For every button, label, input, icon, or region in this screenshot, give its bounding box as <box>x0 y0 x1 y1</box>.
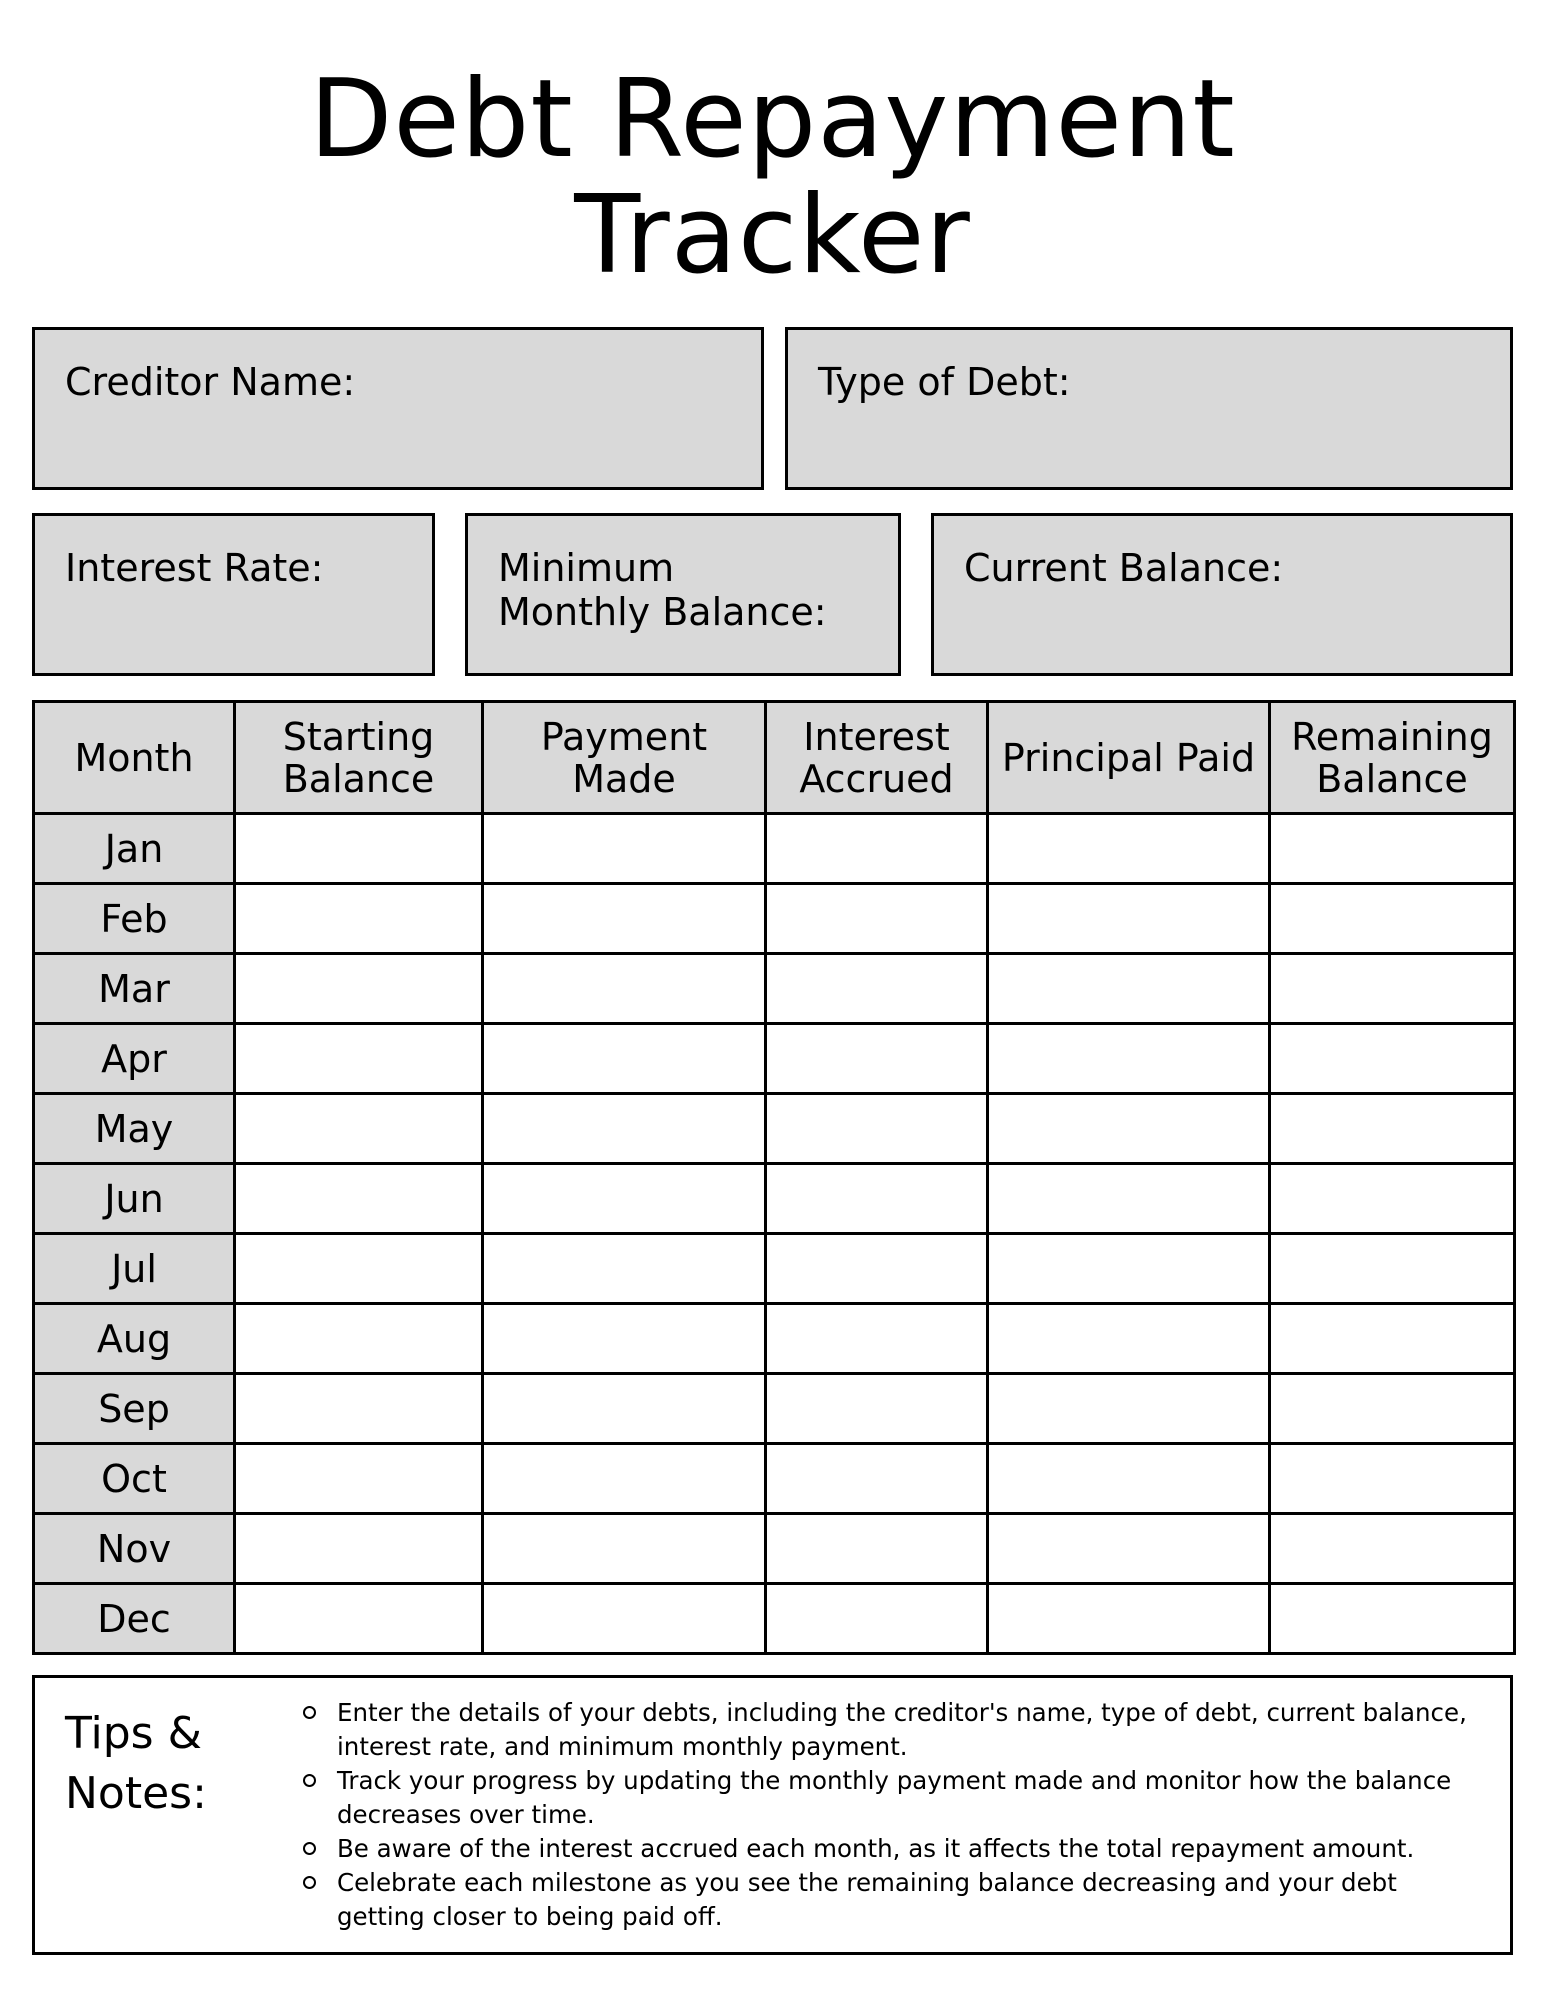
principal-paid-cell[interactable] <box>988 1584 1270 1654</box>
starting-balance-cell[interactable] <box>235 1584 483 1654</box>
month-cell: Jul <box>34 1234 235 1304</box>
month-cell: Sep <box>34 1374 235 1444</box>
principal-paid-cell[interactable] <box>988 1374 1270 1444</box>
month-cell: Mar <box>34 954 235 1024</box>
minimum-monthly-label: Minimum Monthly Balance: <box>498 546 827 634</box>
month-cell: Feb <box>34 884 235 954</box>
type-of-debt-field[interactable] <box>785 327 1513 490</box>
circle-bullet-icon <box>303 1876 316 1889</box>
table-row <box>34 1234 1515 1304</box>
principal-paid-cell[interactable] <box>988 1514 1270 1584</box>
interest-rate-field[interactable] <box>32 513 435 676</box>
circle-bullet-icon <box>303 1706 316 1719</box>
title-line-1: Debt Repayment <box>309 57 1236 182</box>
remaining-balance-cell[interactable] <box>1270 1094 1515 1164</box>
payment-made-cell[interactable] <box>483 1514 766 1584</box>
table-row <box>34 1374 1515 1444</box>
interest-accrued-cell[interactable] <box>766 884 988 954</box>
principal-paid-cell[interactable] <box>988 1304 1270 1374</box>
starting-balance-cell[interactable] <box>235 1374 483 1444</box>
month-cell: Jan <box>34 814 235 884</box>
remaining-balance-cell[interactable] <box>1270 814 1515 884</box>
principal-paid-cell[interactable] <box>988 1024 1270 1094</box>
tip-text: Track your progress by updating the monthly payment made and monitor how the balance decreases over time. <box>337 1766 1452 1829</box>
payment-made-cell[interactable] <box>483 1234 766 1304</box>
tips-notes-title: Tips & Notes: <box>65 1708 207 1819</box>
starting-balance-cell[interactable] <box>235 1024 483 1094</box>
interest-accrued-cell[interactable] <box>766 1514 988 1584</box>
header-remaining-balance: Remaining Balance <box>1270 702 1515 814</box>
table-row <box>34 1024 1515 1094</box>
interest-accrued-cell[interactable] <box>766 1024 988 1094</box>
interest-accrued-cell[interactable] <box>766 1584 988 1654</box>
table-row <box>34 1164 1515 1234</box>
month-cell: Oct <box>34 1444 235 1514</box>
payment-made-cell[interactable] <box>483 954 766 1024</box>
table-header-row <box>34 702 1515 814</box>
creditor-name-label: Creditor Name: <box>65 360 356 404</box>
month-cell: Jun <box>34 1164 235 1234</box>
table-row <box>34 1584 1515 1654</box>
remaining-balance-cell[interactable] <box>1270 954 1515 1024</box>
starting-balance-cell[interactable] <box>235 1094 483 1164</box>
page-title <box>0 57 1545 298</box>
interest-accrued-cell[interactable] <box>766 1234 988 1304</box>
payment-made-cell[interactable] <box>483 1164 766 1234</box>
header-month: Month <box>34 702 235 814</box>
starting-balance-cell[interactable] <box>235 1234 483 1304</box>
table-row <box>34 954 1515 1024</box>
tip-text: Enter the details of your debts, including the creditor's name, type of debt, current balance, interest rate, and minimum monthly payment. <box>337 1698 1467 1761</box>
interest-accrued-cell[interactable] <box>766 814 988 884</box>
remaining-balance-cell[interactable] <box>1270 1444 1515 1514</box>
table-row <box>34 1094 1515 1164</box>
table-row <box>34 1444 1515 1514</box>
principal-paid-cell[interactable] <box>988 954 1270 1024</box>
remaining-balance-cell[interactable] <box>1270 1304 1515 1374</box>
tips-list <box>303 1696 1470 1934</box>
tip-text: Be aware of the interest accrued each month, as it affects the total repayment amount. <box>337 1834 1415 1863</box>
starting-balance-cell[interactable] <box>235 954 483 1024</box>
table-body <box>34 814 1515 1654</box>
starting-balance-cell[interactable] <box>235 1304 483 1374</box>
month-cell: Aug <box>34 1304 235 1374</box>
payment-made-cell[interactable] <box>483 884 766 954</box>
month-cell: Dec <box>34 1584 235 1654</box>
month-cell: May <box>34 1094 235 1164</box>
remaining-balance-cell[interactable] <box>1270 1234 1515 1304</box>
tip-text: Celebrate each milestone as you see the remaining balance decreasing and your debt getting closer to being paid off. <box>337 1868 1397 1931</box>
starting-balance-cell[interactable] <box>235 814 483 884</box>
creditor-name-field[interactable] <box>32 327 764 490</box>
remaining-balance-cell[interactable] <box>1270 1584 1515 1654</box>
month-cell: Nov <box>34 1514 235 1584</box>
interest-accrued-cell[interactable] <box>766 1094 988 1164</box>
tip-item <box>303 1866 1470 1934</box>
table-row <box>34 1304 1515 1374</box>
remaining-balance-cell[interactable] <box>1270 1514 1515 1584</box>
remaining-balance-cell[interactable] <box>1270 1374 1515 1444</box>
principal-paid-cell[interactable] <box>988 1094 1270 1164</box>
starting-balance-cell[interactable] <box>235 884 483 954</box>
payment-made-cell[interactable] <box>483 1094 766 1164</box>
table-row <box>34 814 1515 884</box>
principal-paid-cell[interactable] <box>988 814 1270 884</box>
header-starting-balance: Starting Balance <box>235 702 483 814</box>
circle-bullet-icon <box>303 1842 316 1855</box>
interest-accrued-cell[interactable] <box>766 954 988 1024</box>
principal-paid-cell[interactable] <box>988 884 1270 954</box>
month-cell: Apr <box>34 1024 235 1094</box>
table-row <box>34 884 1515 954</box>
header-interest-accrued: Interest Accrued <box>766 702 988 814</box>
remaining-balance-cell[interactable] <box>1270 1164 1515 1234</box>
repayment-table <box>32 700 1516 1655</box>
header-payment-made: Payment Made <box>483 702 766 814</box>
table-row <box>34 1514 1515 1584</box>
payment-made-cell[interactable] <box>483 1584 766 1654</box>
starting-balance-cell[interactable] <box>235 1164 483 1234</box>
payment-made-cell[interactable] <box>483 1024 766 1094</box>
tips-notes-box <box>32 1675 1513 1955</box>
interest-accrued-cell[interactable] <box>766 1444 988 1514</box>
tip-item <box>303 1764 1470 1832</box>
payment-made-cell[interactable] <box>483 1304 766 1374</box>
starting-balance-cell[interactable] <box>235 1444 483 1514</box>
current-balance-field[interactable] <box>931 513 1513 676</box>
interest-accrued-cell[interactable] <box>766 1374 988 1444</box>
header-principal-paid: Principal Paid <box>988 702 1270 814</box>
remaining-balance-cell[interactable] <box>1270 1024 1515 1094</box>
interest-accrued-cell[interactable] <box>766 1164 988 1234</box>
principal-paid-cell[interactable] <box>988 1444 1270 1514</box>
circle-bullet-icon <box>303 1774 316 1787</box>
payment-made-cell[interactable] <box>483 1444 766 1514</box>
interest-accrued-cell[interactable] <box>766 1304 988 1374</box>
interest-rate-label: Interest Rate: <box>65 546 324 590</box>
payment-made-cell[interactable] <box>483 1374 766 1444</box>
current-balance-label: Current Balance: <box>964 546 1284 590</box>
payment-made-cell[interactable] <box>483 814 766 884</box>
principal-paid-cell[interactable] <box>988 1164 1270 1234</box>
tip-item <box>303 1832 1470 1866</box>
title-line-2: Tracker <box>574 173 971 298</box>
principal-paid-cell[interactable] <box>988 1234 1270 1304</box>
minimum-monthly-field[interactable] <box>465 513 901 676</box>
type-of-debt-label: Type of Debt: <box>818 360 1071 404</box>
remaining-balance-cell[interactable] <box>1270 884 1515 954</box>
tip-item <box>303 1696 1470 1764</box>
starting-balance-cell[interactable] <box>235 1514 483 1584</box>
